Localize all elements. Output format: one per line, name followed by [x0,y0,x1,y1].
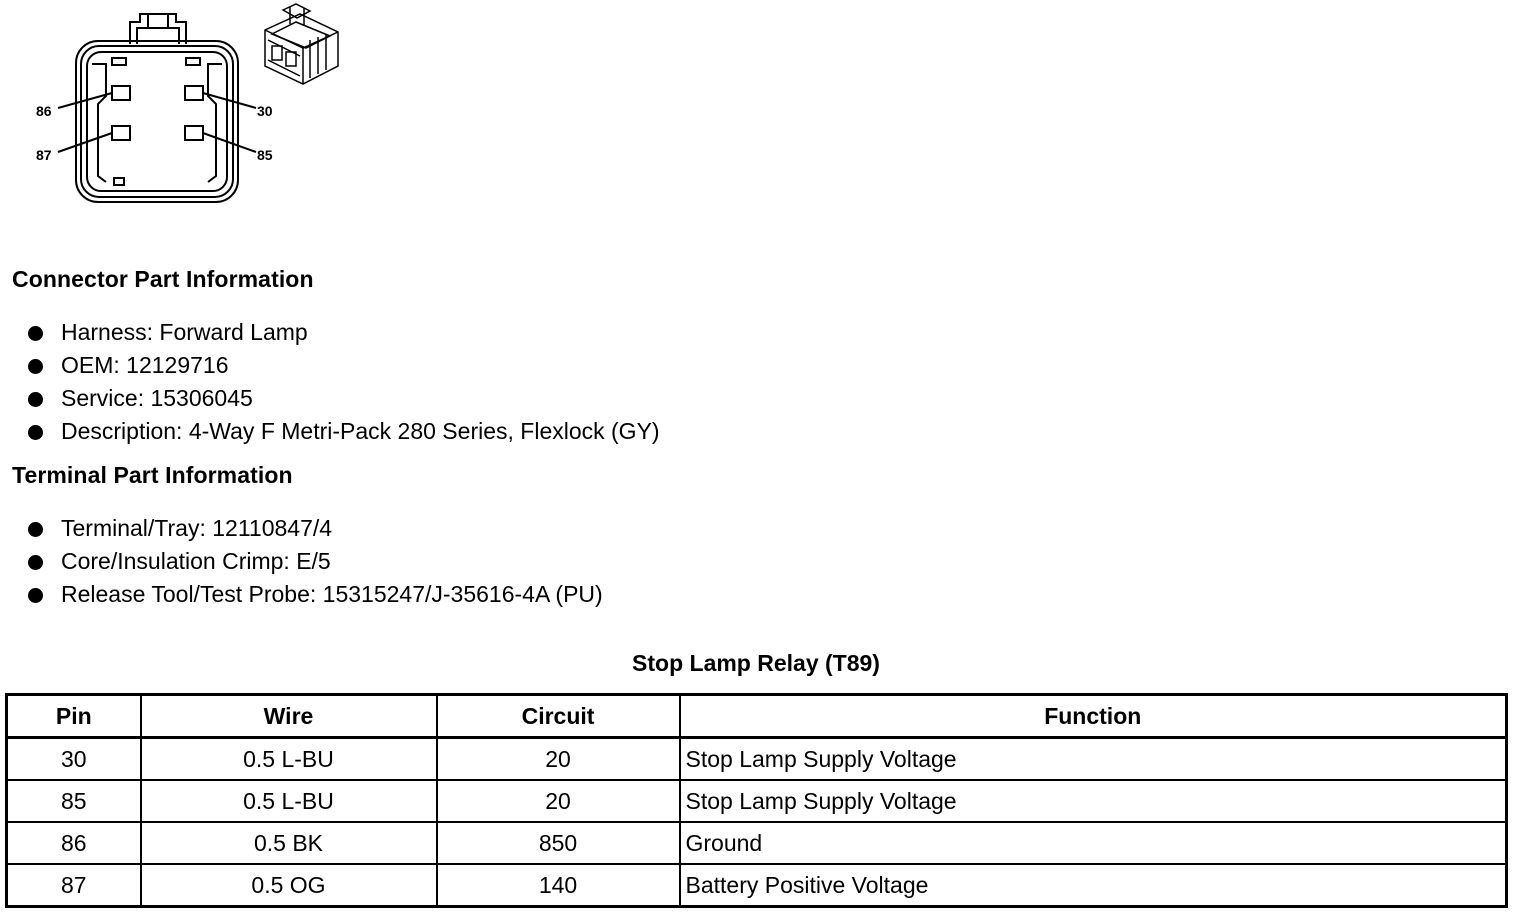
pin-table [5,693,1508,908]
list-item: Description: 4-Way F Metri-Pack 280 Series, Flexlock (GY) [28,415,660,448]
pin-table-title: Stop Lamp Relay (T89) [632,650,880,676]
cell-wire: 0.5 BK [141,822,437,864]
pin-label-30: 30 [257,103,273,119]
connector-isometric-icon [265,4,338,84]
cell-wire: 0.5 L-BU [141,780,437,822]
cell-circuit: 140 [437,864,680,907]
list-item: Release Tool/Test Probe: 15315247/J-35616-4A (PU) [28,578,603,611]
connector-face-diagram [0,0,360,215]
connector-part-info-heading: Connector Part Information [12,266,314,292]
list-item: Harness: Forward Lamp [28,316,660,349]
list-item: Core/Insulation Crimp: E/5 [28,545,603,578]
cell-pin: 87 [7,864,141,907]
cell-function: Battery Positive Voltage [680,864,1507,907]
cell-function: Ground [680,822,1507,864]
cell-pin: 85 [7,780,141,822]
bullet-icon [28,425,43,440]
connector-part-info-list [28,316,660,448]
bullet-icon [28,522,43,537]
table-row [7,822,1507,864]
list-item: Terminal/Tray: 12110847/4 [28,512,603,545]
column-header-function: Function [680,695,1507,738]
list-item: Service: 15306045 [28,382,660,415]
pin-label-85: 85 [257,147,273,163]
list-item: OEM: 12129716 [28,349,660,382]
table-row [7,738,1507,781]
cell-function: Stop Lamp Supply Voltage [680,780,1507,822]
table-header-row [7,695,1507,738]
cell-circuit: 20 [437,780,680,822]
bullet-icon [28,359,43,374]
cell-wire: 0.5 L-BU [141,738,437,781]
cell-pin: 30 [7,738,141,781]
cell-wire: 0.5 OG [141,864,437,907]
cell-function: Stop Lamp Supply Voltage [680,738,1507,781]
pin-label-86: 86 [36,103,52,119]
table-row [7,780,1507,822]
bullet-icon [28,326,43,341]
table-row [7,864,1507,907]
cell-circuit: 20 [437,738,680,781]
bullet-icon [28,555,43,570]
cell-pin: 86 [7,822,141,864]
column-header-circuit: Circuit [437,695,680,738]
column-header-pin: Pin [7,695,141,738]
pin-label-87: 87 [36,147,52,163]
cell-circuit: 850 [437,822,680,864]
column-header-wire: Wire [141,695,437,738]
terminal-part-info-list [28,512,603,611]
bullet-icon [28,588,43,603]
bullet-icon [28,392,43,407]
terminal-part-info-heading: Terminal Part Information [12,462,293,488]
